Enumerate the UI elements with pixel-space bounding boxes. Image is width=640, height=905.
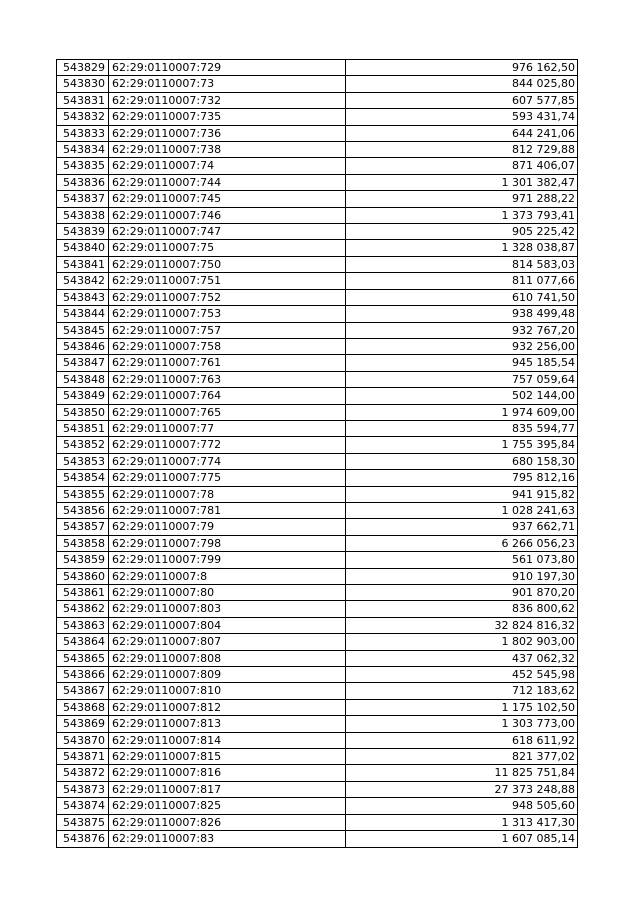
cadastral-value-cell: 6 266 056,23 bbox=[346, 535, 578, 551]
row-id-cell: 543831 bbox=[57, 92, 109, 108]
cadastral-number-cell: 62:29:0110007:735 bbox=[109, 109, 346, 125]
cadastral-value-cell: 901 870,20 bbox=[346, 585, 578, 601]
cadastral-value-cell: 618 611,92 bbox=[346, 732, 578, 748]
table-row bbox=[57, 667, 578, 683]
cadastral-number-cell: 62:29:0110007:814 bbox=[109, 732, 346, 748]
row-id-cell: 543852 bbox=[57, 437, 109, 453]
row-id-cell: 543858 bbox=[57, 535, 109, 551]
cadastral-value-cell: 680 158,30 bbox=[346, 453, 578, 469]
cadastral-number-cell: 62:29:0110007:75 bbox=[109, 240, 346, 256]
row-id-cell: 543843 bbox=[57, 289, 109, 305]
table-row bbox=[57, 617, 578, 633]
cadastral-value-cell: 871 406,07 bbox=[346, 158, 578, 174]
cadastral-value-cell: 1 802 903,00 bbox=[346, 634, 578, 650]
table-row bbox=[57, 420, 578, 436]
table-row bbox=[57, 519, 578, 535]
cadastral-number-cell: 62:29:0110007:764 bbox=[109, 388, 346, 404]
table-row bbox=[57, 650, 578, 666]
row-id-cell: 543866 bbox=[57, 667, 109, 683]
table-row bbox=[57, 224, 578, 240]
row-id-cell: 543861 bbox=[57, 585, 109, 601]
row-id-cell: 543871 bbox=[57, 749, 109, 765]
table-row bbox=[57, 749, 578, 765]
row-id-cell: 543837 bbox=[57, 191, 109, 207]
cadastral-value-cell: 452 545,98 bbox=[346, 667, 578, 683]
cadastral-number-cell: 62:29:0110007:775 bbox=[109, 470, 346, 486]
row-id-cell: 543857 bbox=[57, 519, 109, 535]
cadastral-number-cell: 62:29:0110007:83 bbox=[109, 831, 346, 847]
row-id-cell: 543867 bbox=[57, 683, 109, 699]
cadastral-value-cell: 932 256,00 bbox=[346, 338, 578, 354]
table-row bbox=[57, 388, 578, 404]
cadastral-number-cell: 62:29:0110007:826 bbox=[109, 814, 346, 830]
cadastral-value-cell: 795 812,16 bbox=[346, 470, 578, 486]
row-id-cell: 543862 bbox=[57, 601, 109, 617]
row-id-cell: 543870 bbox=[57, 732, 109, 748]
table-row bbox=[57, 732, 578, 748]
cadastral-number-cell: 62:29:0110007:765 bbox=[109, 404, 346, 420]
cadastral-number-cell: 62:29:0110007:80 bbox=[109, 585, 346, 601]
cadastral-number-cell: 62:29:0110007:729 bbox=[109, 60, 346, 76]
cadastral-value-cell: 610 741,50 bbox=[346, 289, 578, 305]
table-row bbox=[57, 814, 578, 830]
cadastral-value-cell: 757 059,64 bbox=[346, 371, 578, 387]
row-id-cell: 543863 bbox=[57, 617, 109, 633]
table-row bbox=[57, 568, 578, 584]
row-id-cell: 543851 bbox=[57, 420, 109, 436]
cadastral-value-table bbox=[56, 59, 578, 848]
cadastral-value-cell: 1 328 038,87 bbox=[346, 240, 578, 256]
cadastral-value-cell: 1 175 102,50 bbox=[346, 699, 578, 715]
cadastral-number-cell: 62:29:0110007:744 bbox=[109, 174, 346, 190]
row-id-cell: 543860 bbox=[57, 568, 109, 584]
cadastral-number-cell: 62:29:0110007:751 bbox=[109, 273, 346, 289]
cadastral-number-cell: 62:29:0110007:736 bbox=[109, 125, 346, 141]
row-id-cell: 543838 bbox=[57, 207, 109, 223]
table-row bbox=[57, 174, 578, 190]
cadastral-number-cell: 62:29:0110007:752 bbox=[109, 289, 346, 305]
table-row bbox=[57, 273, 578, 289]
cadastral-value-cell: 1 373 793,41 bbox=[346, 207, 578, 223]
cadastral-number-cell: 62:29:0110007:807 bbox=[109, 634, 346, 650]
row-id-cell: 543840 bbox=[57, 240, 109, 256]
cadastral-number-cell: 62:29:0110007:750 bbox=[109, 256, 346, 272]
cadastral-number-cell: 62:29:0110007:79 bbox=[109, 519, 346, 535]
row-id-cell: 543872 bbox=[57, 765, 109, 781]
cadastral-value-cell: 1 301 382,47 bbox=[346, 174, 578, 190]
table-row bbox=[57, 191, 578, 207]
table-row bbox=[57, 831, 578, 847]
cadastral-number-cell: 62:29:0110007:738 bbox=[109, 142, 346, 158]
row-id-cell: 543856 bbox=[57, 502, 109, 518]
row-id-cell: 543832 bbox=[57, 109, 109, 125]
cadastral-value-cell: 811 077,66 bbox=[346, 273, 578, 289]
cadastral-number-cell: 62:29:0110007:804 bbox=[109, 617, 346, 633]
row-id-cell: 543848 bbox=[57, 371, 109, 387]
table-row bbox=[57, 76, 578, 92]
cadastral-number-cell: 62:29:0110007:798 bbox=[109, 535, 346, 551]
table-row bbox=[57, 60, 578, 76]
cadastral-value-cell: 11 825 751,84 bbox=[346, 765, 578, 781]
row-id-cell: 543868 bbox=[57, 699, 109, 715]
row-id-cell: 543846 bbox=[57, 338, 109, 354]
cadastral-value-cell: 1 028 241,63 bbox=[346, 502, 578, 518]
cadastral-value-cell: 835 594,77 bbox=[346, 420, 578, 436]
cadastral-number-cell: 62:29:0110007:808 bbox=[109, 650, 346, 666]
cadastral-value-cell: 821 377,02 bbox=[346, 749, 578, 765]
cadastral-number-cell: 62:29:0110007:813 bbox=[109, 716, 346, 732]
cadastral-number-cell: 62:29:0110007:758 bbox=[109, 338, 346, 354]
cadastral-value-cell: 1 607 085,14 bbox=[346, 831, 578, 847]
table-row bbox=[57, 601, 578, 617]
table-row bbox=[57, 683, 578, 699]
table-row bbox=[57, 256, 578, 272]
cadastral-value-cell: 502 144,00 bbox=[346, 388, 578, 404]
table-row bbox=[57, 798, 578, 814]
cadastral-value-cell: 27 373 248,88 bbox=[346, 781, 578, 797]
table-row bbox=[57, 502, 578, 518]
table-row bbox=[57, 585, 578, 601]
row-id-cell: 543847 bbox=[57, 355, 109, 371]
cadastral-value-cell: 437 062,32 bbox=[346, 650, 578, 666]
table-row bbox=[57, 125, 578, 141]
row-id-cell: 543829 bbox=[57, 60, 109, 76]
table-row bbox=[57, 404, 578, 420]
table-row bbox=[57, 371, 578, 387]
row-id-cell: 543859 bbox=[57, 552, 109, 568]
table-row bbox=[57, 240, 578, 256]
cadastral-number-cell: 62:29:0110007:763 bbox=[109, 371, 346, 387]
row-id-cell: 543875 bbox=[57, 814, 109, 830]
cadastral-number-cell: 62:29:0110007:772 bbox=[109, 437, 346, 453]
cadastral-value-cell: 932 767,20 bbox=[346, 322, 578, 338]
cadastral-value-cell: 593 431,74 bbox=[346, 109, 578, 125]
cadastral-number-cell: 62:29:0110007:747 bbox=[109, 224, 346, 240]
cadastral-number-cell: 62:29:0110007:810 bbox=[109, 683, 346, 699]
cadastral-value-cell: 1 755 395,84 bbox=[346, 437, 578, 453]
cadastral-value-cell: 945 185,54 bbox=[346, 355, 578, 371]
row-id-cell: 543850 bbox=[57, 404, 109, 420]
cadastral-value-cell: 948 505,60 bbox=[346, 798, 578, 814]
row-id-cell: 543844 bbox=[57, 306, 109, 322]
cadastral-value-cell: 910 197,30 bbox=[346, 568, 578, 584]
row-id-cell: 543839 bbox=[57, 224, 109, 240]
cadastral-value-cell: 812 729,88 bbox=[346, 142, 578, 158]
row-id-cell: 543876 bbox=[57, 831, 109, 847]
cadastral-number-cell: 62:29:0110007:774 bbox=[109, 453, 346, 469]
cadastral-number-cell: 62:29:0110007:799 bbox=[109, 552, 346, 568]
cadastral-number-cell: 62:29:0110007:757 bbox=[109, 322, 346, 338]
cadastral-value-cell: 561 073,80 bbox=[346, 552, 578, 568]
table-row bbox=[57, 470, 578, 486]
cadastral-number-cell: 62:29:0110007:825 bbox=[109, 798, 346, 814]
table-row bbox=[57, 765, 578, 781]
cadastral-value-cell: 32 824 816,32 bbox=[346, 617, 578, 633]
row-id-cell: 543873 bbox=[57, 781, 109, 797]
cadastral-value-cell: 976 162,50 bbox=[346, 60, 578, 76]
cadastral-value-cell: 1 974 609,00 bbox=[346, 404, 578, 420]
table-row bbox=[57, 437, 578, 453]
table-row bbox=[57, 142, 578, 158]
table-row bbox=[57, 306, 578, 322]
table-row bbox=[57, 453, 578, 469]
cadastral-value-cell: 607 577,85 bbox=[346, 92, 578, 108]
cadastral-number-cell: 62:29:0110007:8 bbox=[109, 568, 346, 584]
cadastral-number-cell: 62:29:0110007:781 bbox=[109, 502, 346, 518]
cadastral-value-cell: 1 303 773,00 bbox=[346, 716, 578, 732]
row-id-cell: 543853 bbox=[57, 453, 109, 469]
table-row bbox=[57, 322, 578, 338]
row-id-cell: 543834 bbox=[57, 142, 109, 158]
cadastral-number-cell: 62:29:0110007:815 bbox=[109, 749, 346, 765]
cadastral-number-cell: 62:29:0110007:812 bbox=[109, 699, 346, 715]
row-id-cell: 543842 bbox=[57, 273, 109, 289]
table-row bbox=[57, 634, 578, 650]
row-id-cell: 543841 bbox=[57, 256, 109, 272]
table-row bbox=[57, 486, 578, 502]
cadastral-number-cell: 62:29:0110007:77 bbox=[109, 420, 346, 436]
table-row bbox=[57, 109, 578, 125]
cadastral-value-cell: 814 583,03 bbox=[346, 256, 578, 272]
row-id-cell: 543864 bbox=[57, 634, 109, 650]
cadastral-value-cell: 836 800,62 bbox=[346, 601, 578, 617]
row-id-cell: 543854 bbox=[57, 470, 109, 486]
cadastral-value-cell: 905 225,42 bbox=[346, 224, 578, 240]
cadastral-value-cell: 712 183,62 bbox=[346, 683, 578, 699]
cadastral-number-cell: 62:29:0110007:816 bbox=[109, 765, 346, 781]
row-id-cell: 543849 bbox=[57, 388, 109, 404]
row-id-cell: 543869 bbox=[57, 716, 109, 732]
row-id-cell: 543874 bbox=[57, 798, 109, 814]
table-row bbox=[57, 535, 578, 551]
cadastral-value-cell: 971 288,22 bbox=[346, 191, 578, 207]
cadastral-number-cell: 62:29:0110007:73 bbox=[109, 76, 346, 92]
table-row bbox=[57, 92, 578, 108]
row-id-cell: 543835 bbox=[57, 158, 109, 174]
cadastral-number-cell: 62:29:0110007:732 bbox=[109, 92, 346, 108]
cadastral-number-cell: 62:29:0110007:745 bbox=[109, 191, 346, 207]
cadastral-value-cell: 938 499,48 bbox=[346, 306, 578, 322]
table-row bbox=[57, 552, 578, 568]
row-id-cell: 543865 bbox=[57, 650, 109, 666]
cadastral-value-cell: 844 025,80 bbox=[346, 76, 578, 92]
cadastral-value-cell: 1 313 417,30 bbox=[346, 814, 578, 830]
row-id-cell: 543845 bbox=[57, 322, 109, 338]
table-row bbox=[57, 781, 578, 797]
row-id-cell: 543833 bbox=[57, 125, 109, 141]
row-id-cell: 543836 bbox=[57, 174, 109, 190]
table-row bbox=[57, 355, 578, 371]
cadastral-value-cell: 937 662,71 bbox=[346, 519, 578, 535]
row-id-cell: 543855 bbox=[57, 486, 109, 502]
cadastral-number-cell: 62:29:0110007:753 bbox=[109, 306, 346, 322]
table-row bbox=[57, 207, 578, 223]
table-row bbox=[57, 716, 578, 732]
table-row bbox=[57, 338, 578, 354]
row-id-cell: 543830 bbox=[57, 76, 109, 92]
cadastral-number-cell: 62:29:0110007:761 bbox=[109, 355, 346, 371]
cadastral-number-cell: 62:29:0110007:809 bbox=[109, 667, 346, 683]
cadastral-value-cell: 941 915,82 bbox=[346, 486, 578, 502]
cadastral-number-cell: 62:29:0110007:74 bbox=[109, 158, 346, 174]
table-row bbox=[57, 158, 578, 174]
cadastral-number-cell: 62:29:0110007:817 bbox=[109, 781, 346, 797]
table-row bbox=[57, 289, 578, 305]
cadastral-number-cell: 62:29:0110007:803 bbox=[109, 601, 346, 617]
cadastral-number-cell: 62:29:0110007:78 bbox=[109, 486, 346, 502]
cadastral-number-cell: 62:29:0110007:746 bbox=[109, 207, 346, 223]
table-row bbox=[57, 699, 578, 715]
cadastral-value-cell: 644 241,06 bbox=[346, 125, 578, 141]
